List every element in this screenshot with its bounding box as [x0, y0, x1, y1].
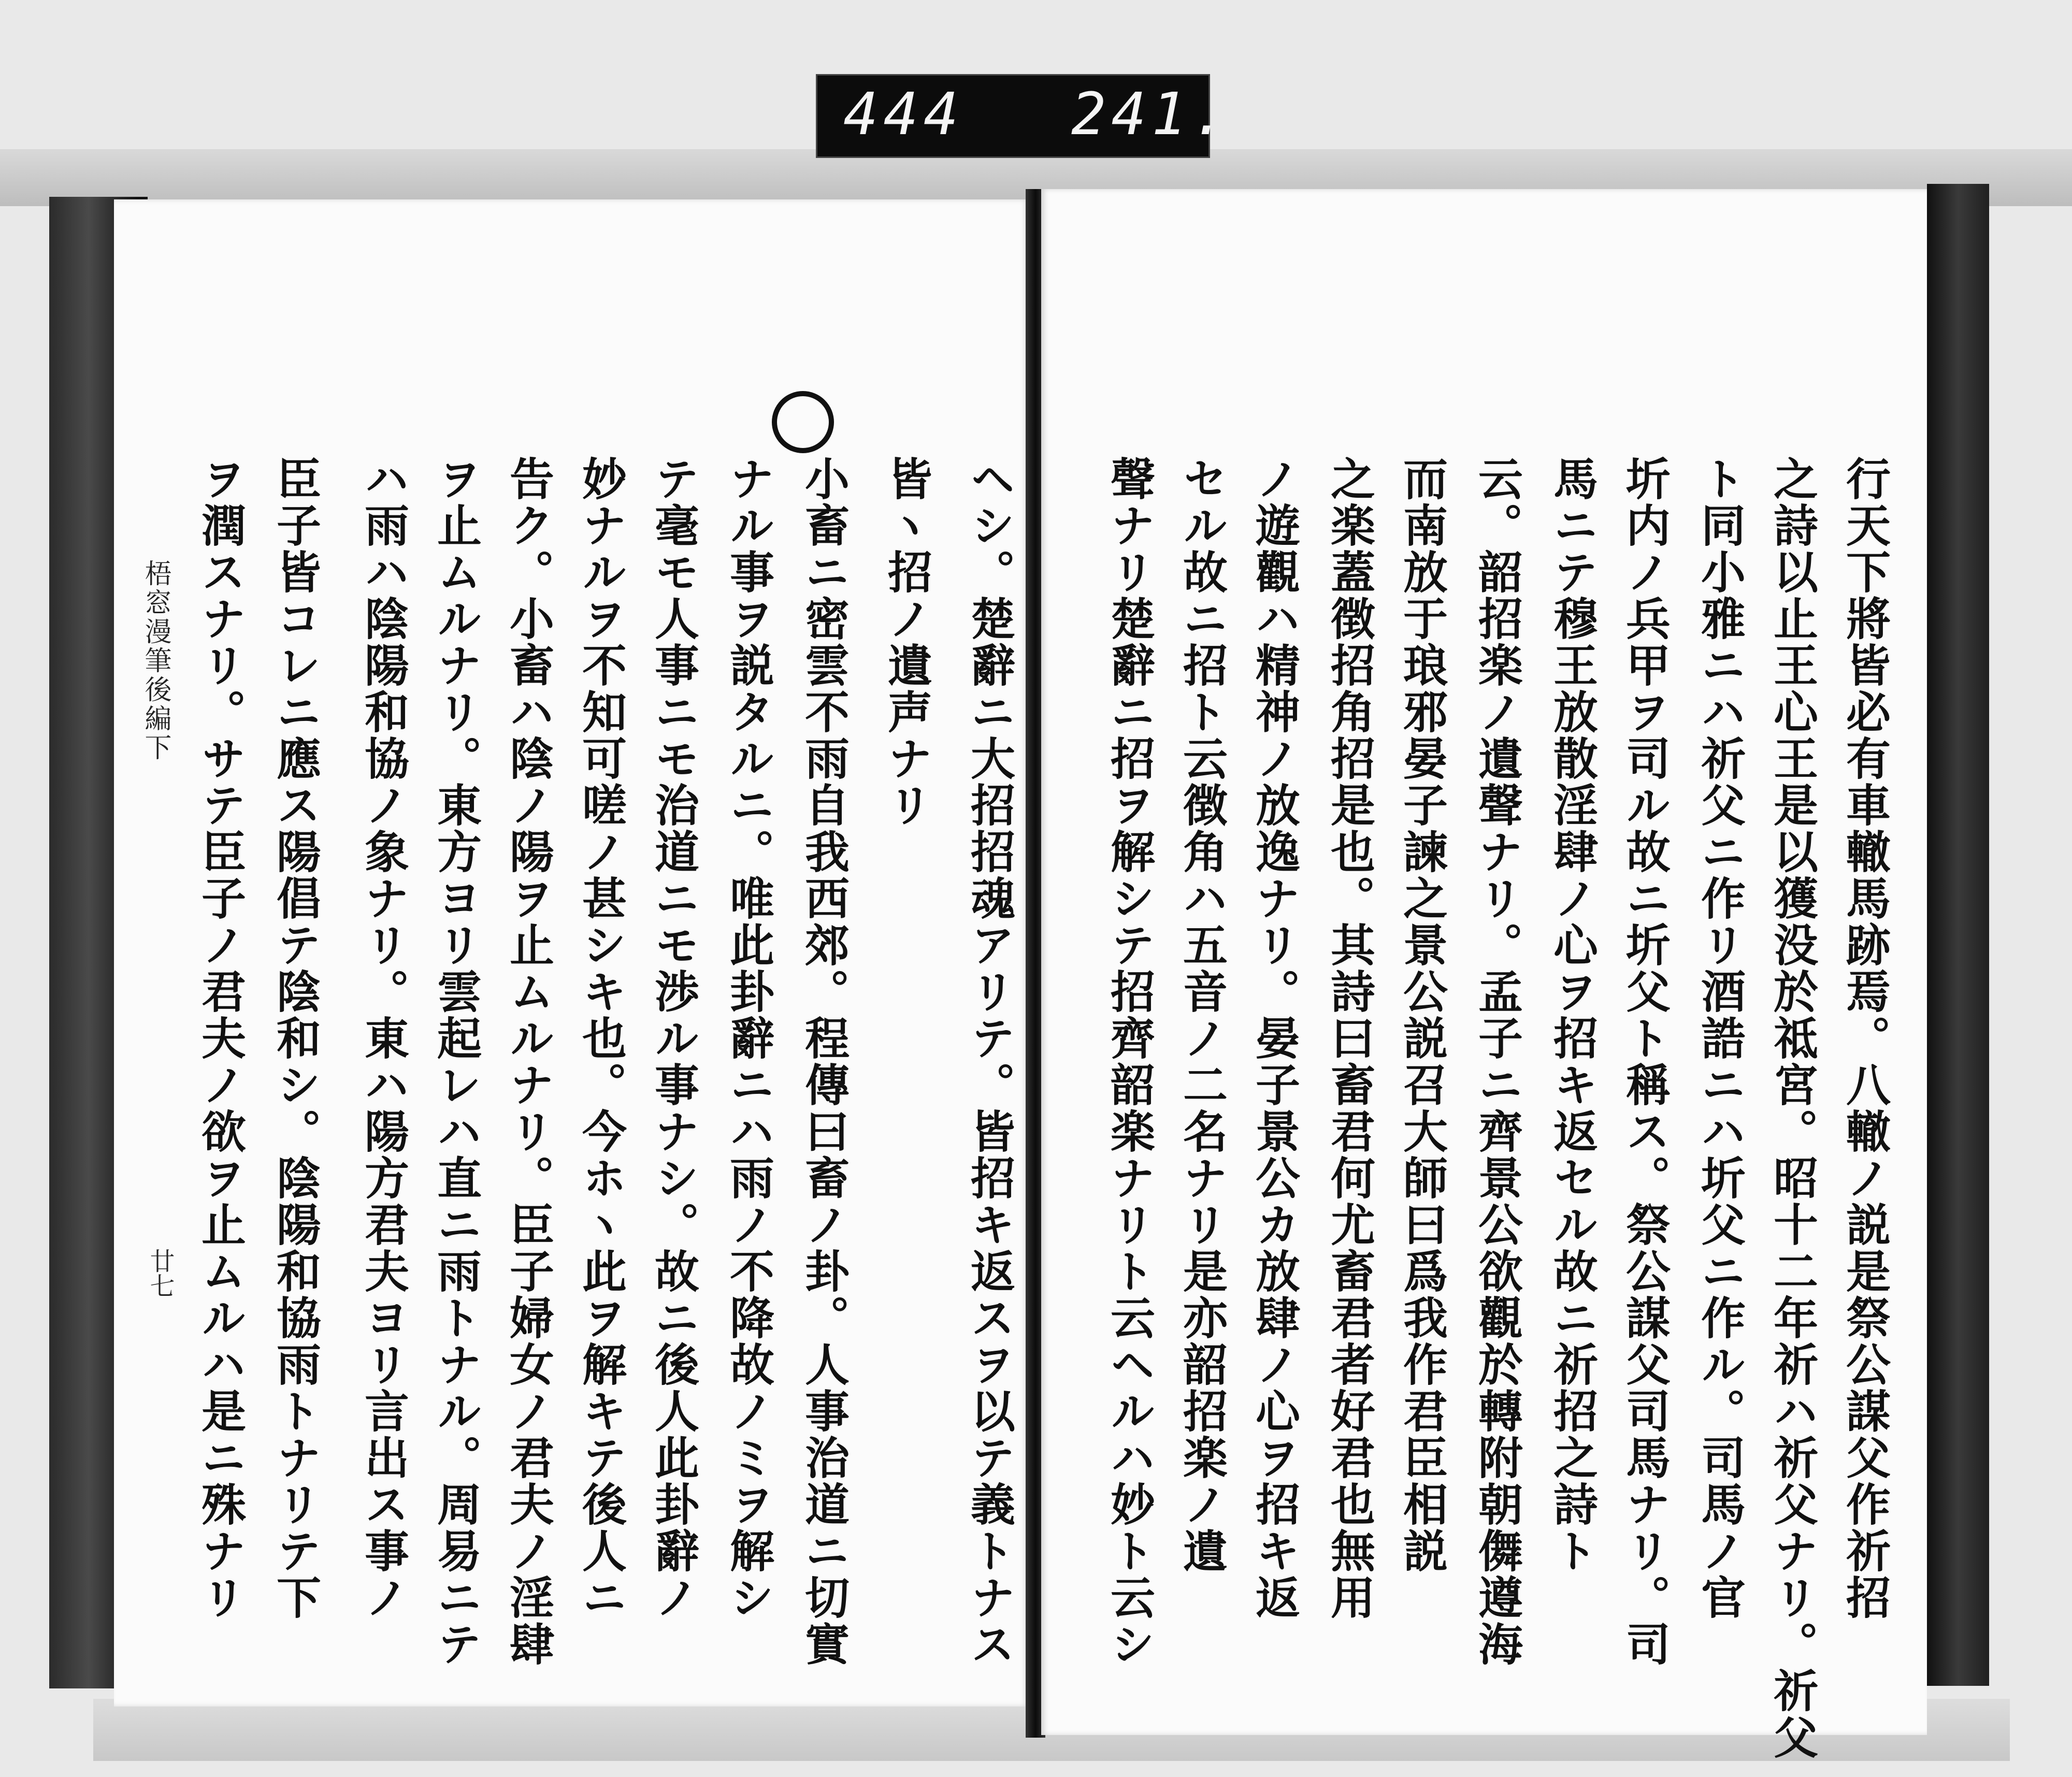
left-column-3: 小畜ニ密雲不雨自我西郊。程傳曰畜ノ卦。人事治道ニ切實	[797, 456, 850, 1668]
left-column-7: 告ク。小畜ハ陰ノ陽ヲ止ムルナリ。臣子婦女ノ君夫ノ淫肆	[502, 456, 554, 1668]
right-column-11: 聲ナリ楚辭ニ招ヲ解シテ招齊韶楽ナリト云ヘルハ妙ト云シ	[1103, 456, 1155, 1668]
right-column-1: 行天下將皆必有車轍馬跡焉。八轍ノ説是祭公謀父作祈招	[1838, 456, 1891, 1621]
left-column-1: ヘシ。楚辭ニ大招招魂アリテ。皆招キ返スヲ以テ義トナス	[963, 456, 1015, 1668]
right-column-10: セル故ニ招ト云徴角ハ五音ノ二名ナリ是亦韶招楽ノ遺	[1175, 456, 1228, 1574]
left-column-5: テ毫モ人事ニモ治道ニモ渉ル事ナシ。故ニ後人此卦辭ノ	[647, 456, 699, 1621]
right-column-6: 云。韶招楽ノ遺聲ナリ。孟子ニ齊景公欲觀於轉附朝儛遵海	[1471, 456, 1523, 1668]
page-number: 241.	[1071, 81, 1232, 148]
right-cover-board	[1927, 184, 1989, 1686]
running-head: 梧窓漫筆後編下	[140, 559, 171, 762]
left-column-10: 臣子皆コレニ應ス陽倡テ陰和シ。陰陽和協雨トナリテ下	[269, 456, 321, 1621]
right-column-5: 馬ニテ穆王放散淫肆ノ心ヲ招キ返セル故ニ祈招之詩ト	[1546, 456, 1598, 1574]
left-column-9: ハ雨ハ陰陽和協ノ象ナリ。東ハ陽方君夫ヨリ言出ス事ノ	[357, 456, 409, 1621]
left-column-6: 妙ナルヲ不知可嗟ノ甚シキ也。今ホヽ此ヲ解キテ後人ニ	[574, 456, 627, 1621]
right-column-3: ト同小雅ニハ祈父ニ作リ酒誥ニハ圻父ニ作ル。司馬ノ官	[1693, 456, 1746, 1621]
right-column-7: 而南放于琅邪晏子諫之景公説召大師曰爲我作君臣相説	[1395, 456, 1448, 1574]
left-column-4: ナル事ヲ説タルニ。唯此卦辭ニハ雨ノ不降故ノミヲ解シ	[722, 456, 774, 1621]
circle-mark	[772, 391, 834, 453]
right-column-4: 圻内ノ兵甲ヲ司ル故ニ圻父ト稱ス。祭公謀父司馬ナリ。司	[1618, 456, 1671, 1668]
volume-number: 444	[843, 81, 964, 148]
folio-number: 廿七	[146, 1248, 175, 1298]
right-column-2: 之詩以止王心王是以獲没於祗宮。昭十二年祈ハ祈父ナリ。祈父	[1766, 456, 1818, 1761]
right-column-8: 之楽蓋徴招角招是也。其詩曰畜君何尤畜君者好君也無用	[1323, 456, 1375, 1621]
left-column-8: ヲ止ムルナリ。東方ヨリ雲起レハ直ニ雨トナル。周易ニテ	[429, 456, 482, 1668]
left-column-2: 皆ヽ招ノ遺声ナリ	[880, 456, 932, 829]
left-column-11: ヲ潤スナリ。サテ臣子ノ君夫ノ欲ヲ止ムルハ是ニ殊ナリ	[194, 456, 246, 1621]
right-column-9: ノ遊觀ハ精神ノ放逸ナリ。晏子景公カ放肆ノ心ヲ招キ返	[1248, 456, 1300, 1621]
archive-label-plate	[816, 74, 1232, 158]
